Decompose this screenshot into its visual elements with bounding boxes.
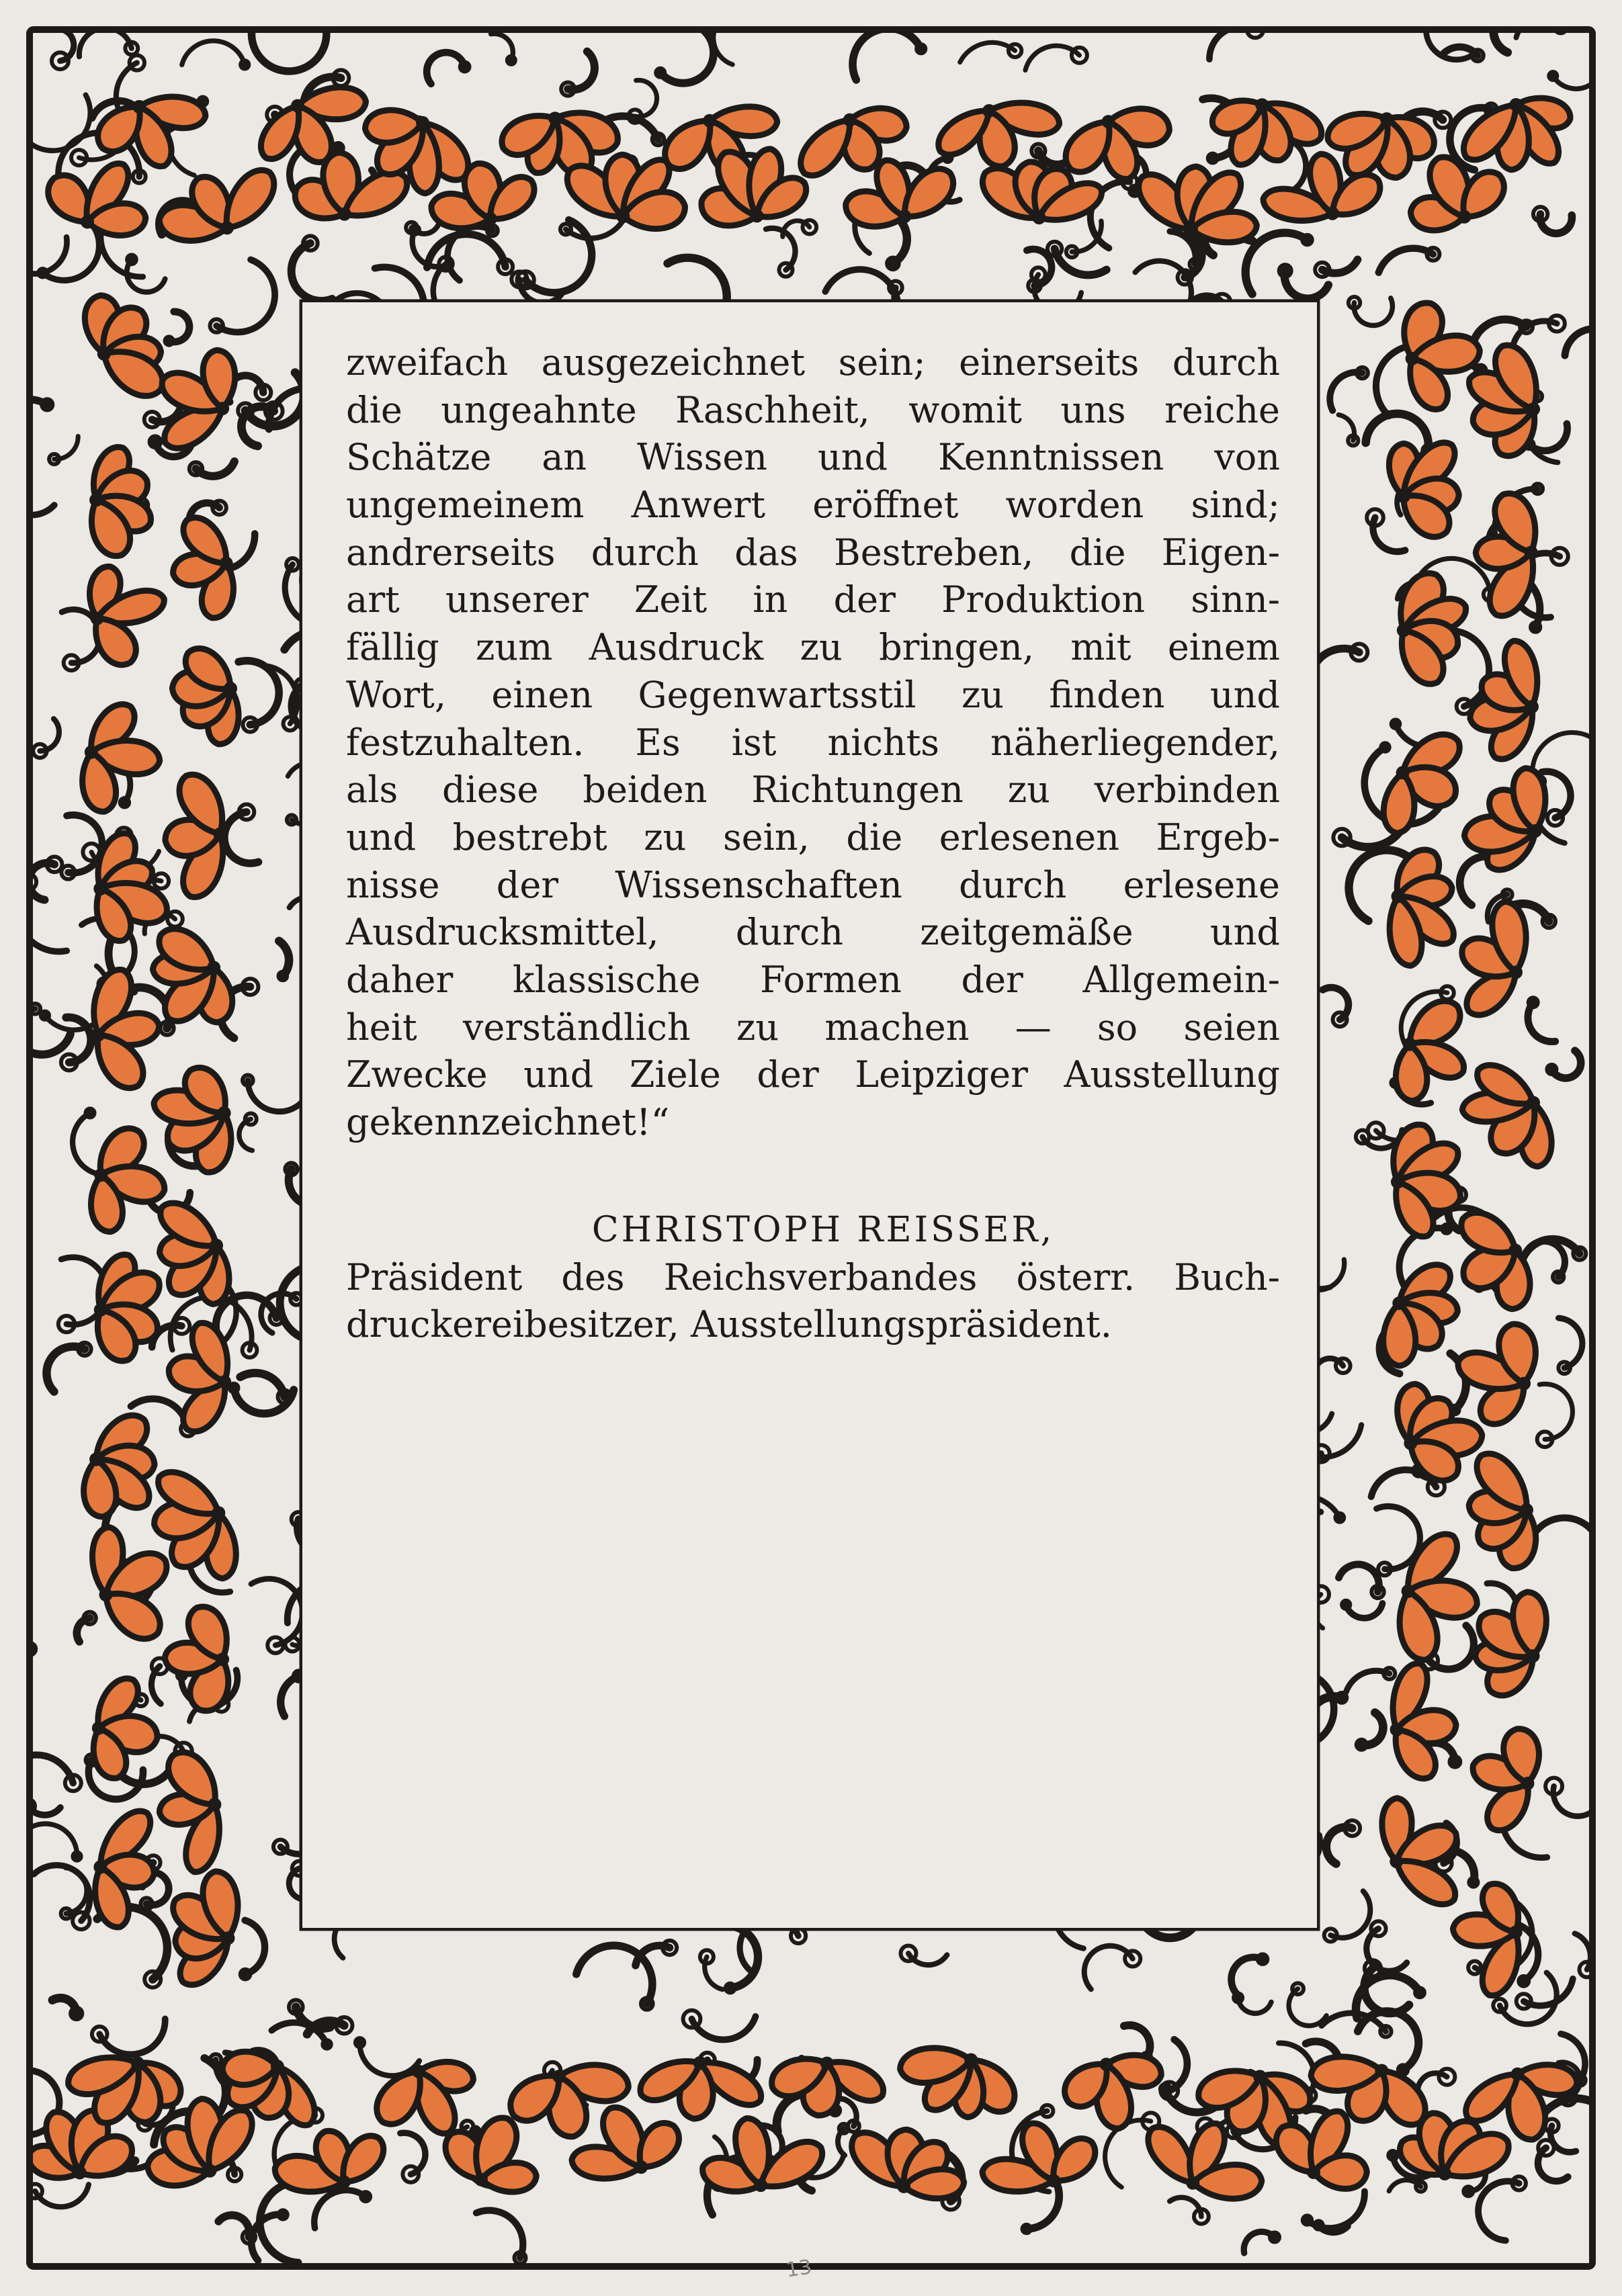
signatory-title: Präsident des Reichsverbandes österr. Buch- <box>346 1256 1280 1298</box>
text-line: Zwecke und Ziele der Leipziger Ausstellung <box>346 1053 1280 1096</box>
text-line: art unserer Zeit in der Produktion sinn- <box>346 578 1280 621</box>
text-line: Wort, einen Gegenwartsstil zu finden und <box>346 673 1280 716</box>
text-line: nisse der Wissenschaften durch erlesene <box>346 863 1280 906</box>
body-text <box>346 339 1280 1147</box>
signatory-title: druckereibesitzer, Ausstellungspräsident. <box>346 1303 1112 1345</box>
text-line: andrerseits durch das Bestreben, die Eigen- <box>346 531 1280 574</box>
text-line: ungemeinem Anwert eröffnet worden sind; <box>346 484 1280 527</box>
text-line: daher klassische Formen der Allgemein- <box>346 958 1280 1001</box>
text-line: die ungeahnte Raschheit, womit uns reiche <box>346 388 1280 431</box>
text-line: fällig zum Ausdruck zu bringen, mit einem <box>346 626 1280 669</box>
page-number: 13 <box>784 2255 814 2283</box>
text-line: Schätze an Wissen und Kenntnissen von <box>346 436 1280 479</box>
text-line: zweifach ausgezeichnet sein; einerseits durch <box>346 341 1280 384</box>
signatory-name: CHRISTOPH REISSER, <box>591 1210 1055 1250</box>
text-line: heit verständlich zu machen — so seien <box>346 1006 1280 1049</box>
text-line: gekennzeichnet!“ <box>346 1101 670 1143</box>
text-line: und bestrebt zu sein, die erlesenen Ergeb- <box>346 815 1280 858</box>
signature-block <box>346 1206 1280 1348</box>
text-line: festzuhalten. Es ist nichts näherliegender, <box>346 721 1280 764</box>
text-line: als diese beiden Richtungen zu verbinden <box>346 768 1280 811</box>
text-line: Ausdrucksmittel, durch zeitgemäße und <box>346 911 1280 954</box>
